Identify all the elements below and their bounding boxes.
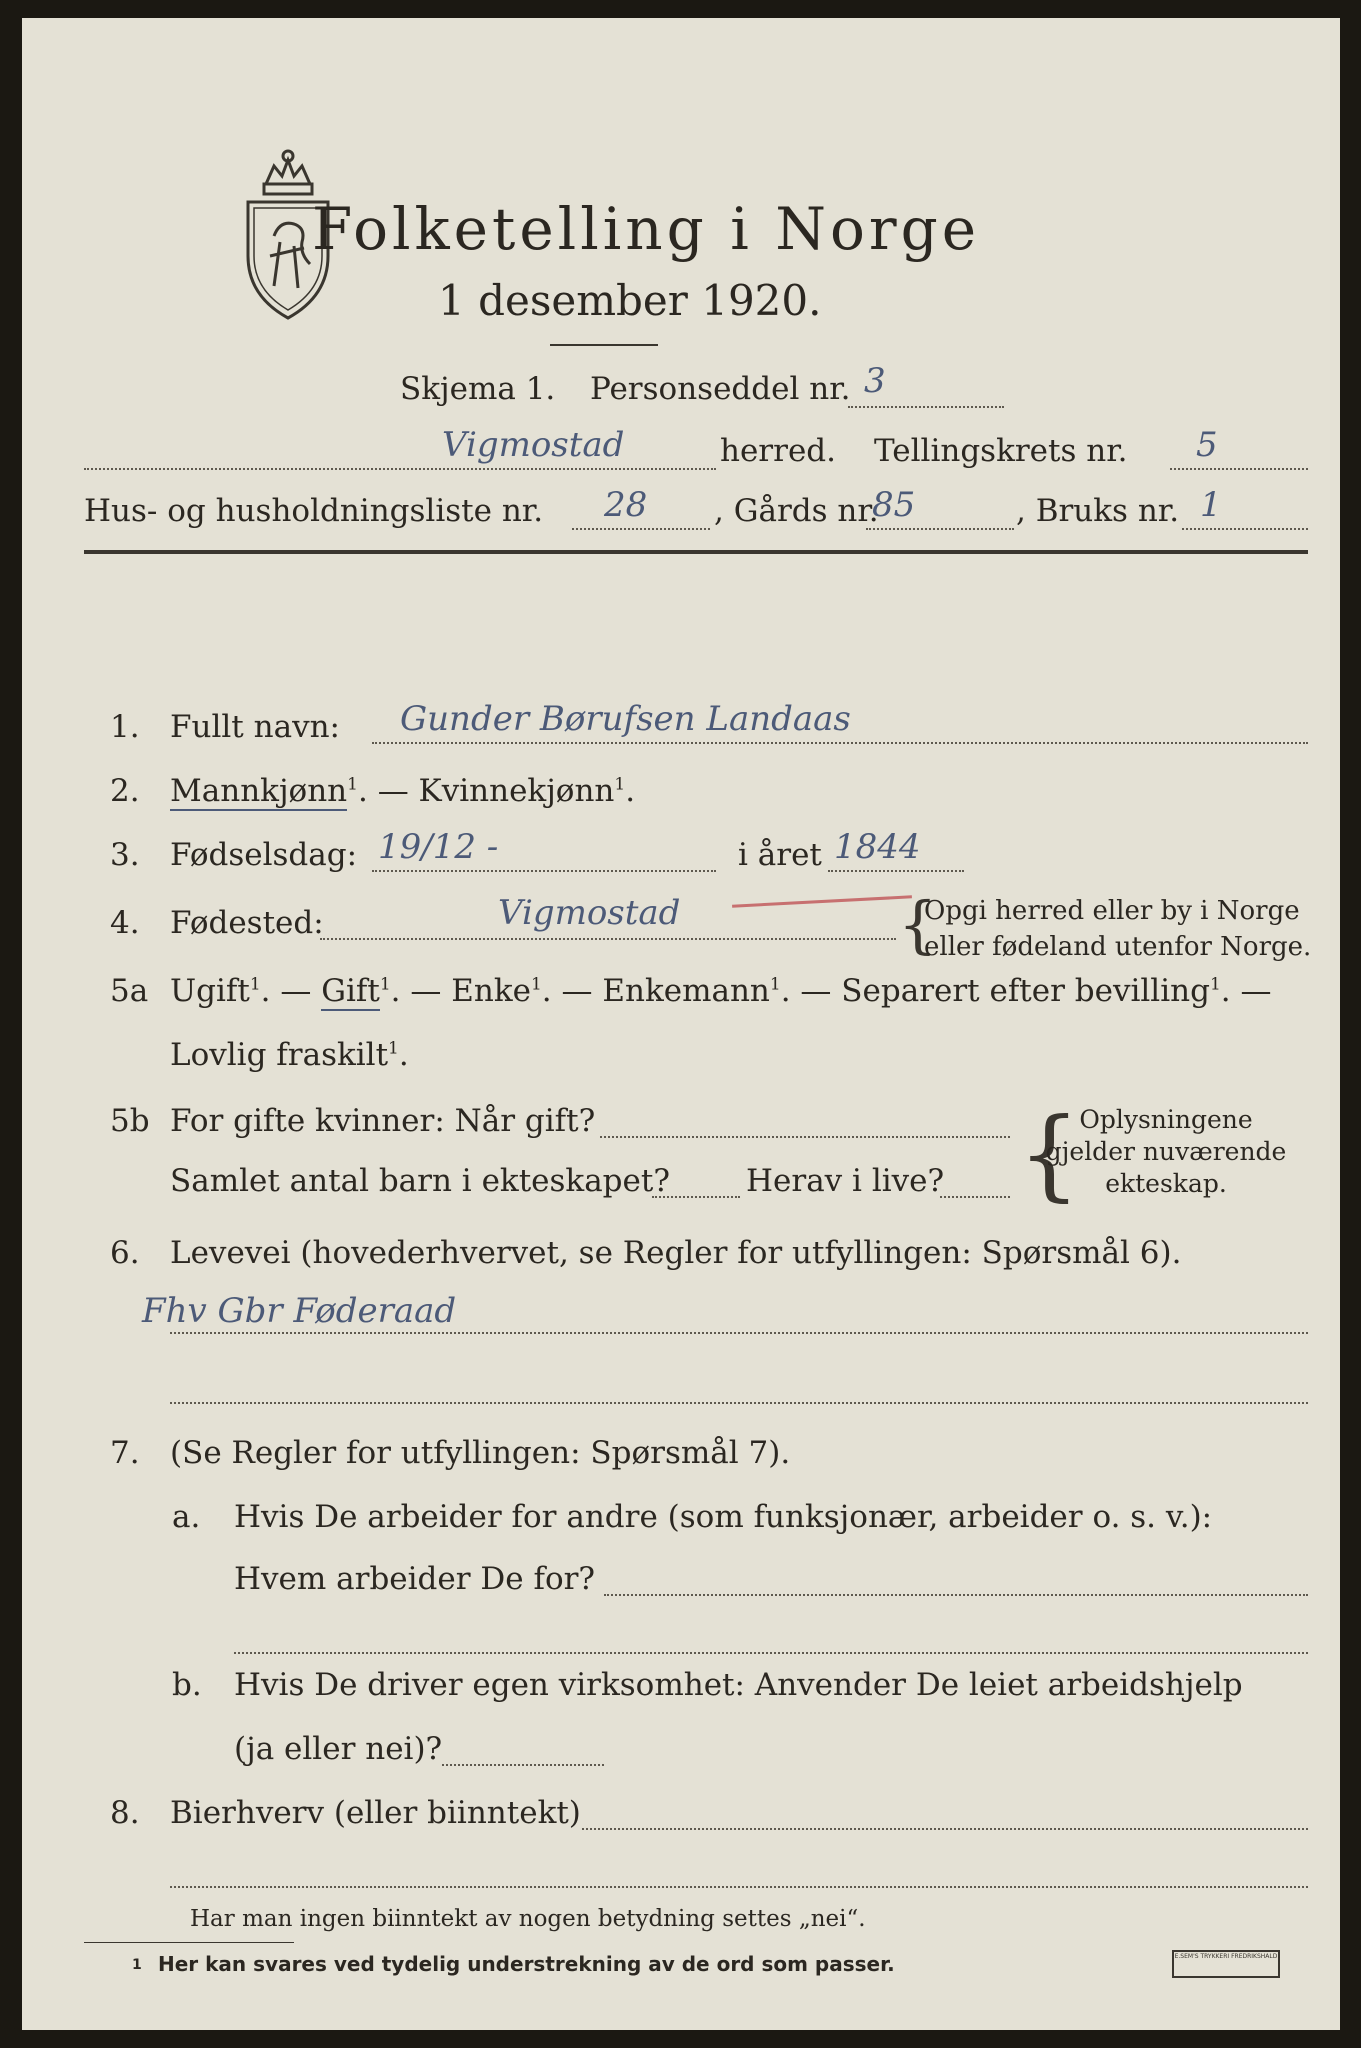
q5b-live-line: [940, 1196, 1010, 1198]
herred-line: [84, 468, 716, 470]
q5b-line2a: Samlet antal barn i ekteskapet?: [170, 1163, 670, 1199]
bruks-line: [1182, 528, 1308, 530]
q5a-ugift-option[interactable]: Ugift: [170, 973, 250, 1009]
title-divider: [550, 344, 658, 346]
footnote-mark: 1: [132, 1957, 142, 1973]
gards-label: , Gårds nr.: [714, 493, 879, 529]
q7a-answer-line2[interactable]: [234, 1652, 1308, 1654]
form-title: Folketelling i Norge: [312, 195, 981, 263]
q1-full-name-value[interactable]: Gunder Børufsen Landaas: [400, 699, 851, 739]
q3-year-line: [828, 870, 964, 872]
herred-value[interactable]: Vigmostad: [442, 425, 625, 465]
q7a-answer-line1[interactable]: [604, 1594, 1308, 1596]
q4-number: 4.: [110, 905, 140, 941]
q8-note: Har man ingen biinntekt av nogen betydning settes „nei“.: [190, 1906, 866, 1932]
q8-answer-line2[interactable]: [170, 1886, 1308, 1888]
q5b-line1: For gifte kvinner: Når gift?: [170, 1103, 596, 1139]
bruks-label: , Bruks nr.: [1016, 493, 1180, 529]
gards-line: [866, 528, 1014, 530]
q3-number: 3.: [110, 837, 140, 873]
personseddel-line: [848, 406, 1004, 408]
q2-kvinne-option[interactable]: Kvinnekjønn: [418, 773, 615, 809]
q5b-note-line2: gjelder nuværende: [1045, 1137, 1287, 1166]
q5a-line2: Lovlig fraskilt$^1$.: [170, 1037, 409, 1073]
census-date: 1 desember 1920.: [438, 276, 822, 325]
q7b-letter: b.: [172, 1667, 202, 1703]
q5b-line2b: Herav i live?: [746, 1163, 945, 1199]
q6-number: 6.: [110, 1235, 140, 1271]
q7a-letter: a.: [172, 1499, 201, 1535]
q7b-line1: Hvis De driver egen virksomhet: Anvender De leiet arbeidshjelp: [234, 1667, 1243, 1703]
q4-red-strike: [732, 895, 912, 907]
footnote-text: Her kan svares ved tydelig understrekning av de ord som passer.: [158, 1952, 895, 1976]
q6-label: Levevei (hovederhvervet, se Regler for utfyllingen: Spørsmål 6).: [170, 1235, 1182, 1271]
printer-stamp: E.SEM'S TRYKKERI FREDRIKSHALD: [1172, 1950, 1280, 1978]
q7b-answer-line[interactable]: [442, 1764, 604, 1766]
q4-note-line2: eller fødeland utenfor Norge.: [924, 932, 1312, 962]
q6-line2: [170, 1402, 1308, 1404]
q3-day-value[interactable]: 19/12 -: [378, 827, 499, 867]
section-divider: [84, 550, 1308, 554]
q2-mann-option[interactable]: Mannkjønn: [170, 773, 348, 809]
q1-label: Fullt navn:: [170, 709, 340, 745]
q7a-line2: Hvem arbeider De for?: [234, 1561, 596, 1597]
q1-number: 1.: [110, 709, 140, 745]
tellingskrets-value[interactable]: 5: [1196, 425, 1218, 465]
husliste-line: [572, 528, 710, 530]
q5a-number: 5a: [110, 973, 149, 1009]
q8-number: 8.: [110, 1795, 140, 1831]
q5b-note-line3: ekteskap.: [1105, 1169, 1227, 1198]
personseddel-value[interactable]: 3: [864, 361, 886, 401]
herred-label: herred.: [720, 433, 836, 469]
q4-line: [320, 938, 896, 940]
q3-day-line: [372, 870, 716, 872]
q5a-fraskilt-option[interactable]: Lovlig fraskilt: [170, 1037, 389, 1073]
q5b-note-line1: Oplysningene: [1079, 1105, 1253, 1134]
footnote-divider: [84, 1942, 294, 1943]
husliste-label: Hus- og husholdningsliste nr.: [84, 493, 544, 529]
q4-note-line1: Opgi herred eller by i Norge: [924, 896, 1300, 926]
gards-value[interactable]: 85: [872, 485, 916, 525]
census-form-page: [22, 18, 1340, 2030]
q6-line1: [170, 1332, 1308, 1334]
q4-note-brace: {: [898, 888, 938, 961]
husliste-value[interactable]: 28: [604, 485, 648, 525]
q7-label: (Se Regler for utfyllingen: Spørsmål 7).: [170, 1435, 791, 1471]
q5b-number: 5b: [110, 1103, 150, 1139]
q6-occupation-value[interactable]: Fhv Gbr Føderaad: [142, 1291, 457, 1331]
q8-answer-line1[interactable]: [582, 1828, 1308, 1830]
tellingskrets-label: Tellingskrets nr.: [874, 433, 1128, 469]
q2-options: Mannkjønn$^1$. — Kvinnekjønn$^1$.: [170, 773, 636, 809]
tellingskrets-line: [1170, 468, 1308, 470]
skjema-label: Skjema 1.: [400, 371, 556, 407]
q7b-line2: (ja eller nei)?: [234, 1731, 443, 1767]
q3-year-label: i året: [738, 837, 822, 873]
q5a-options: Ugift$^1$. — Gift$^1$. — Enke$^1$. — Enkemann$^1$. — Separert efter bevilling$^1$. —: [170, 973, 1272, 1009]
personseddel-label: Personseddel nr.: [590, 371, 851, 407]
q3-year-value[interactable]: 1844: [834, 827, 921, 867]
q2-number: 2.: [110, 773, 140, 809]
q5b-note-brace: {: [1018, 1098, 1081, 1212]
q3-label: Fødselsdag:: [170, 837, 358, 873]
q4-label: Fødested:: [170, 905, 324, 941]
q1-line: [372, 742, 1308, 744]
q5b-barn-line: [652, 1196, 740, 1198]
bruks-value[interactable]: 1: [1200, 485, 1222, 525]
q5a-gift-option[interactable]: Gift: [321, 973, 380, 1009]
q4-birthplace-value[interactable]: Vigmostad: [498, 893, 681, 933]
q8-label: Bierhverv (eller biinntekt): [170, 1795, 581, 1831]
q7a-line1: Hvis De arbeider for andre (som funksjonær, arbeider o. s. v.):: [234, 1499, 1213, 1535]
q5b-gift-line: [600, 1136, 1010, 1138]
q7-number: 7.: [110, 1435, 140, 1471]
